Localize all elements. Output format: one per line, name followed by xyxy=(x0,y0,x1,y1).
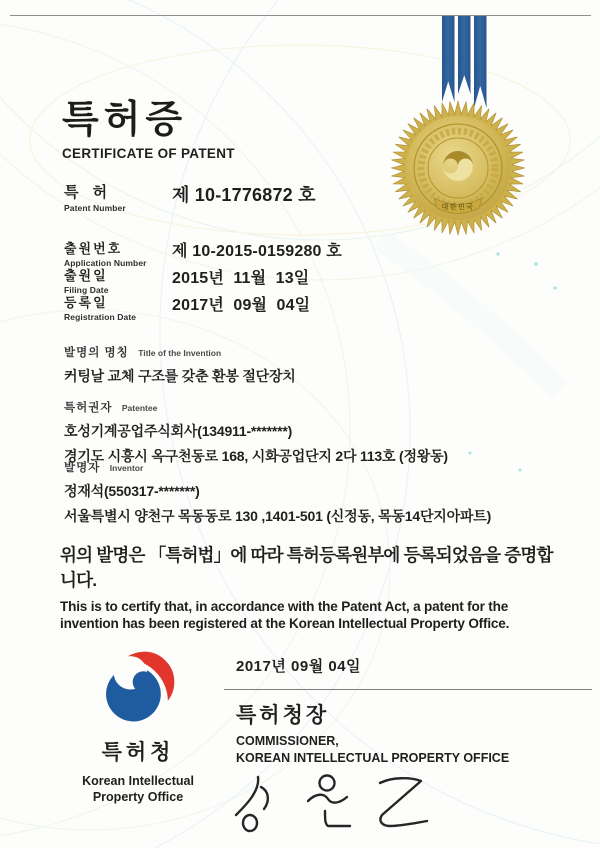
registration-date-value: 2017년 09월 04일 xyxy=(172,297,311,314)
application-number-label: 출원번호 Application Number xyxy=(64,241,147,268)
statement-korean: 위의 발명은 「특허법」에 따라 특허등록원부에 등록되었음을 증명합니다. xyxy=(60,545,553,590)
inventor-label: 발명자 Inventor xyxy=(64,462,144,474)
patentee-address: 경기도 시흥시 옥구천동로 168, 시화공업단지 2다 113호 (정왕동) xyxy=(64,448,448,464)
gold-seal-medal xyxy=(378,76,538,246)
patentee-label: 특허권자 Patentee xyxy=(64,402,158,414)
certificate-title-english: CERTIFICATE OF PATENT xyxy=(62,146,235,161)
application-number-value: 제 10-2015-0159280 호 xyxy=(172,243,342,260)
kipo-logo-block xyxy=(56,650,220,806)
kipo-name-korean: 특허청 xyxy=(101,741,175,764)
commissioner-title-english: COMMISSIONER, KOREAN INTELLECTUAL PROPERTY OFFICE xyxy=(236,734,510,765)
invention-title-value: 커팅날 교체 구조를 갖춘 환봉 절단장치 xyxy=(64,368,296,384)
registration-date-label: 등록일 Registration Date xyxy=(64,295,137,322)
issue-date: 2017년 09월 04일 xyxy=(236,658,362,675)
patentee-name: 호성기계공업주식회사(134911-*******) xyxy=(64,423,293,439)
patent-number-value: 제 10-1776872 호 xyxy=(172,185,316,205)
inventor-section xyxy=(64,458,564,526)
commissioner-title-korean: 특허청장 xyxy=(236,704,330,727)
commissioner-block xyxy=(236,655,594,841)
kipo-logo-icon xyxy=(100,650,176,726)
signature-divider-line xyxy=(224,689,592,690)
inventor-address: 서울특별시 양천구 목동동로 130 ,1401-501 (신정동, 목동14단지아파트) xyxy=(64,508,492,524)
kipo-name-english: Korean Intellectual Property Office xyxy=(82,774,194,805)
certification-statement xyxy=(60,542,558,633)
certificate-title-korean: 특허증 xyxy=(62,99,188,141)
invention-title-label: 발명의 명칭 Title of the Invention xyxy=(64,347,222,359)
patent-number-label: 특 허 Patent Number xyxy=(64,184,126,213)
statement-english: This is to certify that, in accordance with the Patent Act, a patent for the invention has been registered at the Korean Intellectual Property Office. xyxy=(60,599,510,632)
title-block xyxy=(62,88,235,161)
filing-date-row xyxy=(64,265,554,295)
application-number-row xyxy=(64,238,554,268)
filing-date-label: 출원일 Filing Date xyxy=(64,268,109,295)
top-border-line xyxy=(10,15,591,16)
patentee-section xyxy=(64,398,564,466)
invention-title-section xyxy=(64,343,564,386)
inventor-name: 정재석(550317-*******) xyxy=(64,483,200,499)
registration-date-row xyxy=(64,292,554,322)
medal-country-text: 대한민국 xyxy=(441,204,475,211)
patent-number-row xyxy=(64,181,554,213)
commissioner-signature xyxy=(228,770,448,836)
filing-date-value: 2015년 11월 13일 xyxy=(172,270,310,287)
